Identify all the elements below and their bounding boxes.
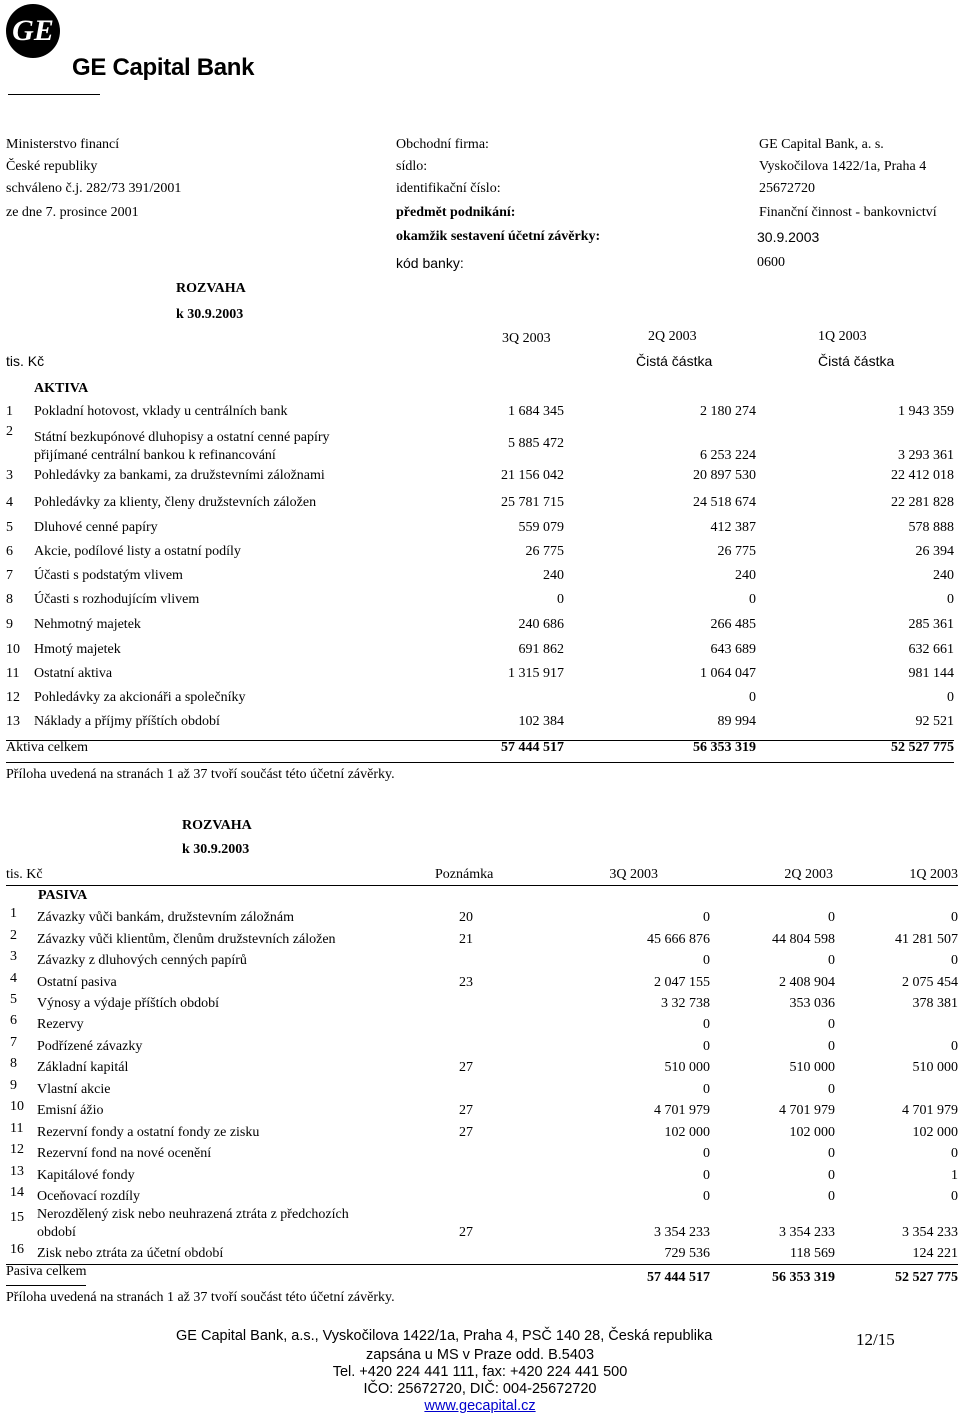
- assets-row-number: 4: [6, 495, 13, 510]
- assets-row-q2: 89 994: [717, 714, 756, 729]
- liab-row-number: 9: [10, 1078, 17, 1093]
- liab-row-note: 27: [459, 1103, 473, 1118]
- liab-row-number: 10: [10, 1099, 24, 1114]
- footer-website-link[interactable]: [280, 1398, 680, 1414]
- liab-row-q1: 4 701 979: [902, 1103, 958, 1118]
- assets-row-q2: 412 387: [710, 520, 756, 535]
- meta-value: 30.9.2003: [757, 229, 820, 245]
- liab-row-q2: 510 000: [789, 1060, 835, 1075]
- assets-row: [0, 544, 960, 564]
- liab-row-note: 27: [459, 1060, 473, 1075]
- assets-row: [0, 714, 960, 734]
- assets-row: [0, 495, 960, 515]
- assets-row-q1: 26 394: [915, 544, 954, 559]
- liab-row-number: 2: [10, 928, 17, 943]
- meta-value: 0600: [757, 255, 785, 270]
- assets-row-q3: 559 079: [518, 520, 564, 535]
- assets-row-q1: 1 943 359: [898, 404, 954, 419]
- liab-row-q1: 0: [951, 953, 958, 968]
- meta-label: sídlo:: [396, 159, 428, 174]
- liab-row-label: Emisní ážio: [37, 1103, 104, 1118]
- liab-row-q2: 0: [828, 910, 835, 925]
- assets-row-q2: 240: [735, 568, 756, 583]
- liab-row-q3: 45 666 876: [647, 932, 710, 947]
- liab-row-q1: 3 354 233: [902, 1225, 958, 1240]
- assets-row-q1: 3 293 361: [898, 448, 954, 463]
- liab-row-label: Závazky vůči klientům, členům družstevních záložen: [37, 932, 336, 947]
- assets-row-label: Hmotý majetek: [34, 642, 121, 657]
- liab-row-label: Podřízené závazky: [37, 1039, 143, 1054]
- liab-row-number: 8: [10, 1056, 17, 1071]
- liab-row-q3: 3 354 233: [654, 1225, 710, 1240]
- liab-row-q3: 510 000: [664, 1060, 710, 1075]
- footer-website-text[interactable]: www.gecapital.cz: [424, 1398, 536, 1414]
- liab-row-q2: 2 408 904: [779, 975, 835, 990]
- liab-row-number: 5: [10, 992, 17, 1007]
- liab-row: [0, 1099, 960, 1123]
- liab-row-q3: 2 047 155: [654, 975, 710, 990]
- liab-row-note: 27: [459, 1225, 473, 1240]
- liab-row: [0, 971, 960, 995]
- liab-row: [0, 1185, 960, 1209]
- liab-row-number: 1: [10, 906, 17, 921]
- assets-row: [0, 520, 960, 540]
- liab-row-label: Kapitálové fondy: [37, 1168, 135, 1183]
- footer-phone: Tel. +420 224 441 111, fax: +420 224 441 500: [332, 1364, 628, 1380]
- assets-row-q3: 21 156 042: [501, 468, 564, 483]
- assets-total-q2: 56 353 319: [693, 740, 756, 755]
- meta-label: identifikační číslo:: [396, 181, 501, 196]
- assets-row-q2: 1 064 047: [700, 666, 756, 681]
- assets-row-label: Pohledávky za klienty, členy družstevních záložen: [34, 495, 317, 510]
- assets-row-q1: 22 281 828: [891, 495, 954, 510]
- liab-row-label: Základní kapitál: [37, 1060, 129, 1075]
- assets-row-q1: 22 412 018: [891, 468, 954, 483]
- meta-label: Obchodní firma:: [396, 137, 489, 152]
- assets-row-label: Účasti s podstatým vlivem: [34, 568, 183, 583]
- liab-row: [0, 1242, 960, 1266]
- assets-row-number: 13: [6, 714, 20, 729]
- meta-left-line: České republiky: [6, 159, 98, 174]
- liab-row-q1: 0: [951, 1189, 958, 1204]
- liab-total-q3: 57 444 517: [647, 1270, 710, 1285]
- liab-row-q3: 0: [703, 910, 710, 925]
- liab-row: [0, 1056, 960, 1080]
- liab-row-q1: 2 075 454: [902, 975, 958, 990]
- liab-row-label: Rezervní fond na nové ocenění: [37, 1146, 212, 1161]
- liab-row-number: 12: [10, 1142, 24, 1157]
- assets-row-label: Dluhové cenné papíry: [34, 520, 158, 535]
- liab-total-label: Pasiva celkem: [6, 1264, 87, 1279]
- assets-row-label: Náklady a příjmy příštích období: [34, 714, 220, 729]
- liab-row: [0, 1078, 960, 1102]
- liab-row: [0, 1035, 960, 1059]
- liab-row-number: 11: [10, 1121, 24, 1136]
- assets-row: [0, 404, 960, 424]
- liab-row-q2: 44 804 598: [772, 932, 835, 947]
- meta-left-line: Ministerstvo financí: [6, 137, 120, 152]
- assets-unit: tis. Kč: [6, 353, 45, 369]
- assets-row-number: 10: [6, 642, 20, 657]
- assets-row-number: 5: [6, 520, 13, 535]
- assets-row-number: 2: [6, 424, 13, 439]
- liab-row-note: 23: [459, 975, 473, 990]
- assets-row: [0, 424, 960, 463]
- assets-sub-q1: Čistá částka: [818, 353, 895, 369]
- liab-row-q2: 0: [828, 1189, 835, 1204]
- liab-row-q2: 0: [828, 1082, 835, 1097]
- meta-value: Vyskočilova 1422/1a, Praha 4: [759, 159, 927, 174]
- assets-row-q1: 981 144: [908, 666, 954, 681]
- liab-row-q2: 4 701 979: [779, 1103, 835, 1118]
- assets-total-row: [0, 740, 960, 760]
- assets-row: [0, 592, 960, 612]
- liab-row-note: 20: [459, 910, 473, 925]
- assets-row: [0, 666, 960, 686]
- liab-row-q1: 378 381: [912, 996, 958, 1011]
- assets-row-label: Účasti s rozhodujícím vlivem: [34, 592, 200, 607]
- liab-row-q2: 0: [828, 1039, 835, 1054]
- liab-row: [0, 906, 960, 930]
- liab-row-label: Výnosy a výdaje příštích období: [37, 996, 219, 1011]
- liab-row-q3: 102 000: [664, 1125, 710, 1140]
- liab-row-label: Vlastní akcie: [37, 1082, 111, 1097]
- assets-row-q3: 240 686: [518, 617, 564, 632]
- assets-row-number: 7: [6, 568, 13, 583]
- assets-row-label: Ostatní aktiva: [34, 666, 113, 681]
- assets-date: k 30.9.2003: [176, 307, 244, 322]
- liab-row: [0, 1013, 960, 1037]
- liab-row-q3: 0: [703, 1146, 710, 1161]
- liab-row-note: 27: [459, 1125, 473, 1140]
- liab-total-values: [0, 1270, 960, 1290]
- liab-row-label: Rezervy: [37, 1017, 84, 1032]
- assets-row-q2: 2 180 274: [700, 404, 756, 419]
- liab-row-q2: 353 036: [789, 996, 835, 1011]
- bank-name-logo: GE Capital Bank: [72, 54, 255, 81]
- liab-row-q3: 3 32 738: [661, 996, 710, 1011]
- assets-row: [0, 690, 960, 710]
- liab-row-note: 21: [459, 932, 473, 947]
- liab-row-number: 6: [10, 1013, 17, 1028]
- liab-col-q2: 2Q 2003: [784, 867, 833, 882]
- liab-row: [0, 1207, 960, 1240]
- liab-row-q1: 1: [951, 1168, 958, 1183]
- liab-row-label: Oceňovací rozdíly: [37, 1189, 141, 1204]
- liab-row-label-cont: období: [37, 1225, 76, 1240]
- assets-row-label: Státní bezkupónové dluhopisy a ostatní cenné papíry: [34, 430, 330, 445]
- liab-row-q2: 0: [828, 953, 835, 968]
- assets-row-label-cont: přijímané centrální bankou k refinancování: [34, 448, 276, 463]
- assets-row-q1: 285 361: [908, 617, 954, 632]
- assets-row-q1: 578 888: [908, 520, 954, 535]
- liab-row-q1: 102 000: [912, 1125, 958, 1140]
- liab-col-q3: 3Q 2003: [609, 867, 658, 882]
- liab-row-q1: 0: [951, 910, 958, 925]
- liab-row: [0, 949, 960, 973]
- liab-row-q3: 0: [703, 1189, 710, 1204]
- assets-total-label: Aktiva celkem: [6, 740, 89, 755]
- liab-row-number: 7: [10, 1035, 17, 1050]
- liab-date: k 30.9.2003: [182, 842, 250, 857]
- meta-label: předmět podnikání:: [396, 205, 516, 220]
- assets-section: AKTIVA: [34, 381, 89, 396]
- liab-title: ROZVAHA: [182, 818, 252, 833]
- liab-row-q1: 0: [951, 1039, 958, 1054]
- assets-row-q3: 5 885 472: [508, 436, 564, 451]
- liab-row-number: 16: [10, 1242, 24, 1257]
- assets-col-q1: 1Q 2003: [818, 329, 867, 344]
- liab-row: [0, 928, 960, 952]
- assets-row-q1: 0: [947, 690, 954, 705]
- liab-row-number: 14: [10, 1185, 24, 1200]
- liab-row-q3: 729 536: [664, 1246, 710, 1261]
- liab-header-row: [0, 867, 960, 887]
- footer-registration: zapsána u MS v Praze odd. B.5403: [365, 1347, 595, 1363]
- liab-row-label: Rezervní fondy a ostatní fondy ze zisku: [37, 1125, 260, 1140]
- liab-row-q1: 510 000: [912, 1060, 958, 1075]
- assets-row-q3: 691 862: [518, 642, 564, 657]
- assets-total-underline: [6, 762, 954, 763]
- assets-col-q2: 2Q 2003: [648, 329, 697, 344]
- liab-row-q3: 0: [703, 1082, 710, 1097]
- meta-value: Finanční činnost - bankovnictví: [759, 205, 937, 220]
- assets-row-q3: 1 684 345: [508, 404, 564, 419]
- assets-row-q2: 266 485: [710, 617, 756, 632]
- liab-section: PASIVA: [38, 888, 88, 903]
- assets-row-q2: 643 689: [710, 642, 756, 657]
- assets-row-q1: 92 521: [915, 714, 954, 729]
- assets-row-label: Akcie, podílové listy a ostatní podíly: [34, 544, 241, 559]
- liab-row-q2: 118 569: [790, 1246, 835, 1261]
- assets-row-q2: 6 253 224: [700, 448, 756, 463]
- assets-col-q3: 3Q 2003: [502, 331, 551, 346]
- liab-note: Příloha uvedená na stranách 1 až 37 tvoří součást této účetní závěrky.: [6, 1290, 395, 1305]
- liab-row-label: Ostatní pasiva: [37, 975, 117, 990]
- assets-note: Příloha uvedená na stranách 1 až 37 tvoří součást této účetní závěrky.: [6, 767, 395, 782]
- meta-left-line: schváleno č.j. 282/73 391/2001: [6, 181, 182, 196]
- assets-total-q3: 57 444 517: [501, 740, 564, 755]
- assets-row-number: 8: [6, 592, 13, 607]
- liab-total-q1: 52 527 775: [895, 1270, 958, 1285]
- liab-col-q1: 1Q 2003: [909, 867, 958, 882]
- assets-row-q2: 0: [749, 690, 756, 705]
- assets-row-number: 6: [6, 544, 13, 559]
- liab-row: [0, 992, 960, 1016]
- assets-row-q3: 102 384: [518, 714, 564, 729]
- assets-row-q3: 26 775: [525, 544, 564, 559]
- assets-row-q1: 632 661: [908, 642, 954, 657]
- assets-row: [0, 468, 960, 488]
- footer-ids: IČO: 25672720, DIČ: 004-25672720: [363, 1381, 597, 1397]
- assets-title: ROZVAHA: [176, 281, 246, 296]
- liab-row-q2: 0: [828, 1168, 835, 1183]
- assets-row-q1: 0: [947, 592, 954, 607]
- assets-row-q3: 1 315 917: [508, 666, 564, 681]
- liab-unit: tis. Kč: [6, 867, 43, 882]
- ge-logo-icon: GE: [6, 4, 60, 58]
- assets-row-label: Pohledávky za bankami, za družstevními záložnami: [34, 468, 325, 483]
- assets-row: [0, 642, 960, 662]
- assets-row-number: 3: [6, 468, 13, 483]
- liab-total-q2: 56 353 319: [772, 1270, 835, 1285]
- liab-col-note: Poznámka: [435, 867, 494, 882]
- liab-row: [0, 1164, 960, 1188]
- liab-row-q3: 0: [703, 1017, 710, 1032]
- assets-row-label: Pohledávky za akcionáři a společníky: [34, 690, 246, 705]
- assets-row-number: 9: [6, 617, 13, 632]
- liab-row-number: 15: [10, 1210, 24, 1225]
- meta-label: okamžik sestavení účetní závěrky:: [396, 229, 601, 244]
- assets-row-q2: 20 897 530: [693, 468, 756, 483]
- liab-row-number: 4: [10, 971, 17, 986]
- assets-row-q2: 24 518 674: [693, 495, 756, 510]
- assets-row-number: 12: [6, 690, 20, 705]
- assets-row-number: 11: [6, 666, 20, 681]
- liab-row-q2: 0: [828, 1146, 835, 1161]
- liab-row-q3: 0: [703, 953, 710, 968]
- assets-row-q1: 240: [933, 568, 954, 583]
- meta-value: 25672720: [759, 181, 815, 196]
- assets-row: [0, 617, 960, 637]
- meta-value: GE Capital Bank, a. s.: [759, 137, 884, 152]
- liab-row-label: Zisk nebo ztráta za účetní období: [37, 1246, 224, 1261]
- liab-row-q3: 0: [703, 1039, 710, 1054]
- liab-row-q1: 41 281 507: [895, 932, 958, 947]
- assets-row-q2: 0: [749, 592, 756, 607]
- liab-row-number: 3: [10, 949, 17, 964]
- assets-row-q3: 25 781 715: [501, 495, 564, 510]
- meta-left-line: ze dne 7. prosince 2001: [6, 205, 139, 220]
- liab-row-q2: 0: [828, 1017, 835, 1032]
- liab-row-q2: 3 354 233: [779, 1225, 835, 1240]
- assets-row-q3: 240: [543, 568, 564, 583]
- meta-label: kód banky:: [396, 255, 464, 271]
- assets-row: [0, 568, 960, 588]
- liab-row-q1: 0: [951, 1146, 958, 1161]
- assets-row-label: Nehmotný majetek: [34, 617, 141, 632]
- assets-total-q1: 52 527 775: [891, 740, 954, 755]
- liab-row-q3: 4 701 979: [654, 1103, 710, 1118]
- liab-header-rule: [6, 885, 958, 886]
- liab-row-q3: 0: [703, 1168, 710, 1183]
- assets-row-q3: 0: [557, 592, 564, 607]
- page-number: 12/15: [856, 1330, 895, 1349]
- assets-row-q2: 26 775: [717, 544, 756, 559]
- footer-address: GE Capital Bank, a.s., Vyskočilova 1422/1a, Praha 4, PSČ 140 28, Česká republika: [176, 1328, 713, 1344]
- liab-row-q1: 124 221: [912, 1246, 958, 1261]
- liab-row: [0, 1121, 960, 1145]
- assets-row-number: 1: [6, 404, 13, 419]
- liab-row-number: 13: [10, 1164, 24, 1179]
- logo-divider: [8, 94, 100, 95]
- liab-row-q2: 102 000: [789, 1125, 835, 1140]
- liab-row-label: Závazky vůči bankám, družstevním záložnám: [37, 910, 294, 925]
- liab-row: [0, 1142, 960, 1166]
- liab-row-label: Závazky z dluhových cenných papírů: [37, 953, 247, 968]
- assets-row-label: Pokladní hotovost, vklady u centrálních bank: [34, 404, 288, 419]
- liab-row-label: Nerozdělený zisk nebo neuhrazená ztráta z předchozích: [37, 1207, 349, 1222]
- assets-sub-q2: Čistá částka: [636, 353, 713, 369]
